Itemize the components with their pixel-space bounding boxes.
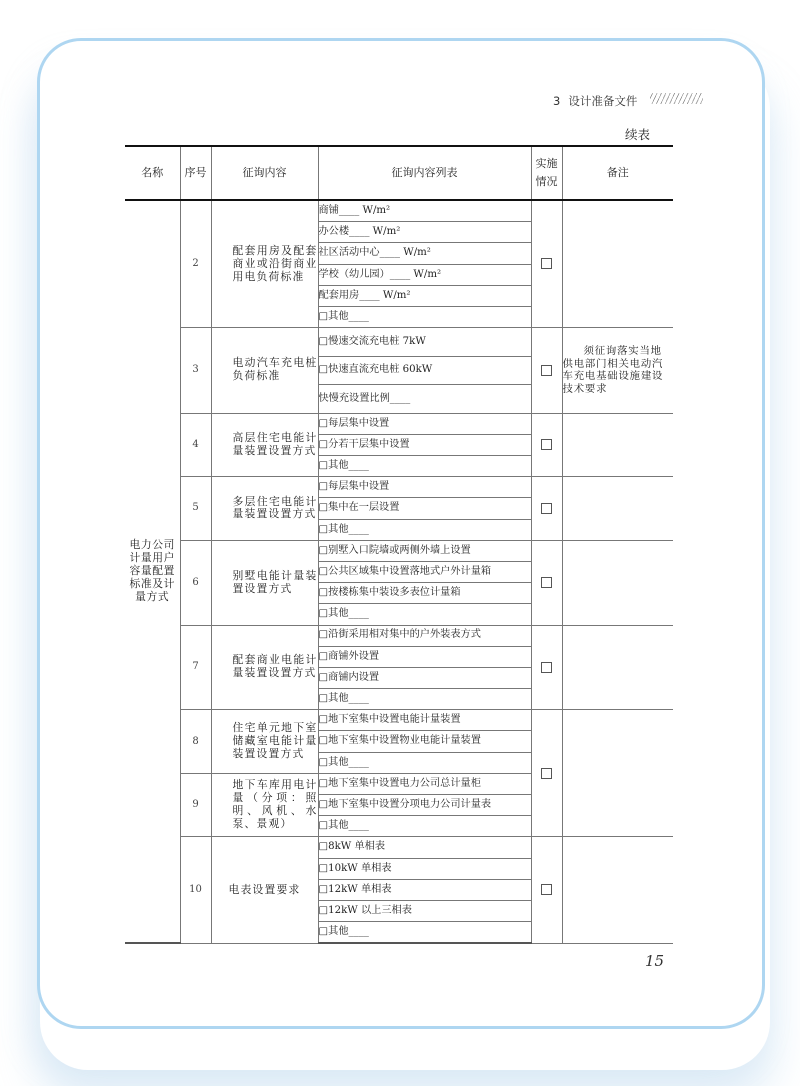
topic-cell xyxy=(211,413,318,477)
topic-cell xyxy=(211,200,318,328)
topic-cell xyxy=(211,773,318,837)
option-item[interactable]: □其他____ xyxy=(318,519,531,540)
option-item[interactable]: □其他____ xyxy=(318,456,531,477)
col-header-status xyxy=(531,146,562,200)
col-header-name: 名称 xyxy=(125,146,180,200)
col-header-note: 备注 xyxy=(562,146,673,200)
table-header-row xyxy=(125,146,673,200)
option-item[interactable]: □商铺外设置 xyxy=(318,646,531,667)
checkbox-icon[interactable] xyxy=(541,577,552,588)
option-item[interactable]: □其他____ xyxy=(318,306,531,327)
option-item[interactable]: □每层集中设置 xyxy=(318,413,531,434)
seq-cell: 2 xyxy=(180,200,211,328)
continued-label: 续表 xyxy=(625,127,651,142)
option-item[interactable]: □其他____ xyxy=(318,752,531,773)
table-row xyxy=(125,477,673,498)
checkbox-icon[interactable] xyxy=(541,365,552,376)
seq-cell: 10 xyxy=(180,837,211,943)
checkbox-icon[interactable] xyxy=(541,258,552,269)
option-item[interactable]: □10kW 单相表 xyxy=(318,858,531,879)
group-name-line: 计量用户 xyxy=(129,551,176,565)
option-item[interactable]: □快速直流充电桩 60kW xyxy=(318,356,531,385)
status-checkbox-cell[interactable] xyxy=(531,540,562,625)
note-cell xyxy=(562,540,673,625)
seq-cell: 6 xyxy=(180,540,211,625)
topic-cell xyxy=(211,477,318,541)
status-checkbox-cell[interactable] xyxy=(531,710,562,837)
hatch-decoration-icon xyxy=(650,93,703,104)
table-row xyxy=(125,413,673,434)
note-cell xyxy=(562,837,673,943)
checkbox-icon[interactable] xyxy=(541,662,552,673)
note-cell xyxy=(562,200,673,328)
checkbox-icon[interactable] xyxy=(541,768,552,779)
topic-text: 高层住宅电能计量装置设置方式 xyxy=(232,430,318,457)
option-item[interactable]: □12kW 单相表 xyxy=(318,879,531,900)
topic-text: 电动汽车充电桩负荷标准 xyxy=(232,356,318,383)
col-header-status-line2: 情况 xyxy=(535,175,558,188)
option-item: 快慢充设置比例____ xyxy=(318,385,531,414)
group-name-line: 容量配置 xyxy=(129,564,176,578)
col-header-seq: 序号 xyxy=(180,146,211,200)
topic-cell xyxy=(211,328,318,414)
option-item[interactable]: □其他____ xyxy=(318,604,531,625)
status-checkbox-cell[interactable] xyxy=(531,200,562,328)
checkbox-icon[interactable] xyxy=(541,439,552,450)
option-item[interactable]: □地下室集中设置分项电力公司计量表 xyxy=(318,795,531,816)
topic-cell xyxy=(211,625,318,710)
option-item[interactable]: □慢速交流充电桩 7kW xyxy=(318,328,531,357)
checkbox-icon[interactable] xyxy=(541,884,552,895)
seq-cell: 5 xyxy=(180,477,211,541)
status-checkbox-cell[interactable] xyxy=(531,477,562,541)
topic-cell xyxy=(211,540,318,625)
option-item[interactable]: □12kW 以上三相表 xyxy=(318,900,531,921)
option-item[interactable]: □商铺内设置 xyxy=(318,667,531,688)
option-item: 学校（幼儿园）____ W/m² xyxy=(318,264,531,285)
checkbox-icon[interactable] xyxy=(541,503,552,514)
note-cell xyxy=(562,328,673,414)
option-item[interactable]: □集中在一层设置 xyxy=(318,498,531,519)
option-item[interactable]: □地下室集中设置电力公司总计量柜 xyxy=(318,773,531,794)
table-row xyxy=(125,837,673,858)
status-checkbox-cell[interactable] xyxy=(531,837,562,943)
seq-cell: 9 xyxy=(180,773,211,837)
status-checkbox-cell[interactable] xyxy=(531,625,562,710)
option-item: 商铺____ W/m² xyxy=(318,200,531,222)
col-header-topic: 征询内容 xyxy=(211,146,318,200)
seq-cell: 7 xyxy=(180,625,211,710)
group-name-line: 标准及计 xyxy=(129,577,176,591)
group-name-cell xyxy=(125,200,180,943)
col-header-status-line1: 实施 xyxy=(535,157,558,171)
option-item: 办公楼____ W/m² xyxy=(318,222,531,243)
option-item: 社区活动中心____ W/m² xyxy=(318,243,531,264)
option-item[interactable]: □其他____ xyxy=(318,816,531,837)
table-row xyxy=(125,540,673,561)
option-item[interactable]: □其他____ xyxy=(318,922,531,944)
group-name-line: 电力公司 xyxy=(129,538,176,552)
option-item: 配套用房____ W/m² xyxy=(318,285,531,306)
topic-text: 电表设置要求 xyxy=(228,882,301,896)
option-item[interactable]: □每层集中设置 xyxy=(318,477,531,498)
col-header-options: 征询内容列表 xyxy=(318,146,531,200)
topic-text: 配套用房及配套商业或沿街商业用电负荷标准 xyxy=(232,243,318,283)
table-row xyxy=(125,625,673,646)
inquiry-table xyxy=(125,145,673,944)
running-head xyxy=(553,93,637,109)
table-row xyxy=(125,710,673,731)
group-name-line: 量方式 xyxy=(135,590,170,604)
chapter-title: 设计准备文件 xyxy=(568,94,638,108)
topic-cell xyxy=(211,837,318,943)
note-cell xyxy=(562,413,673,477)
note-cell xyxy=(562,710,673,837)
table-row xyxy=(125,200,673,222)
option-item[interactable]: □沿街采用相对集中的户外装表方式 xyxy=(318,625,531,646)
seq-cell: 4 xyxy=(180,413,211,477)
status-checkbox-cell[interactable] xyxy=(531,413,562,477)
seq-cell: 8 xyxy=(180,710,211,774)
option-item[interactable]: □地下室集中设置电能计量装置 xyxy=(318,710,531,731)
option-item[interactable]: □地下室集中设置物业电能计量装置 xyxy=(318,731,531,752)
option-item[interactable]: □分若干层集中设置 xyxy=(318,434,531,455)
option-item[interactable]: □8kW 单相表 xyxy=(318,837,531,858)
option-item[interactable]: □别墅入口院墙或两侧外墙上设置 xyxy=(318,540,531,561)
status-checkbox-cell[interactable] xyxy=(531,328,562,414)
option-item[interactable]: □其他____ xyxy=(318,689,531,710)
table-row xyxy=(125,328,673,357)
topic-text: 多层住宅电能计量装置设置方式 xyxy=(232,494,318,521)
seq-cell: 3 xyxy=(180,328,211,414)
note-cell xyxy=(562,477,673,541)
option-item[interactable]: □公共区域集中设置落地式户外计量箱 xyxy=(318,561,531,582)
topic-text: 住宅单元地下室储藏室电能计量装置设置方式 xyxy=(232,721,318,760)
page-number: 15 xyxy=(645,952,665,970)
topic-text: 配套商业电能计量装置设置方式 xyxy=(232,653,318,680)
topic-cell xyxy=(211,710,318,774)
note-cell xyxy=(562,625,673,710)
topic-text: 地下车库用电计量（分项：照明、风机、水泵、景观） xyxy=(232,778,318,831)
chapter-number: 3 xyxy=(553,94,561,108)
option-item[interactable]: □按楼栋集中装设多表位计量箱 xyxy=(318,583,531,604)
note-text: 须征询落实当地供电部门相关电动汽车充电基础设施建设技术要求 xyxy=(562,345,664,395)
topic-text: 别墅电能计量装置设置方式 xyxy=(232,568,318,595)
